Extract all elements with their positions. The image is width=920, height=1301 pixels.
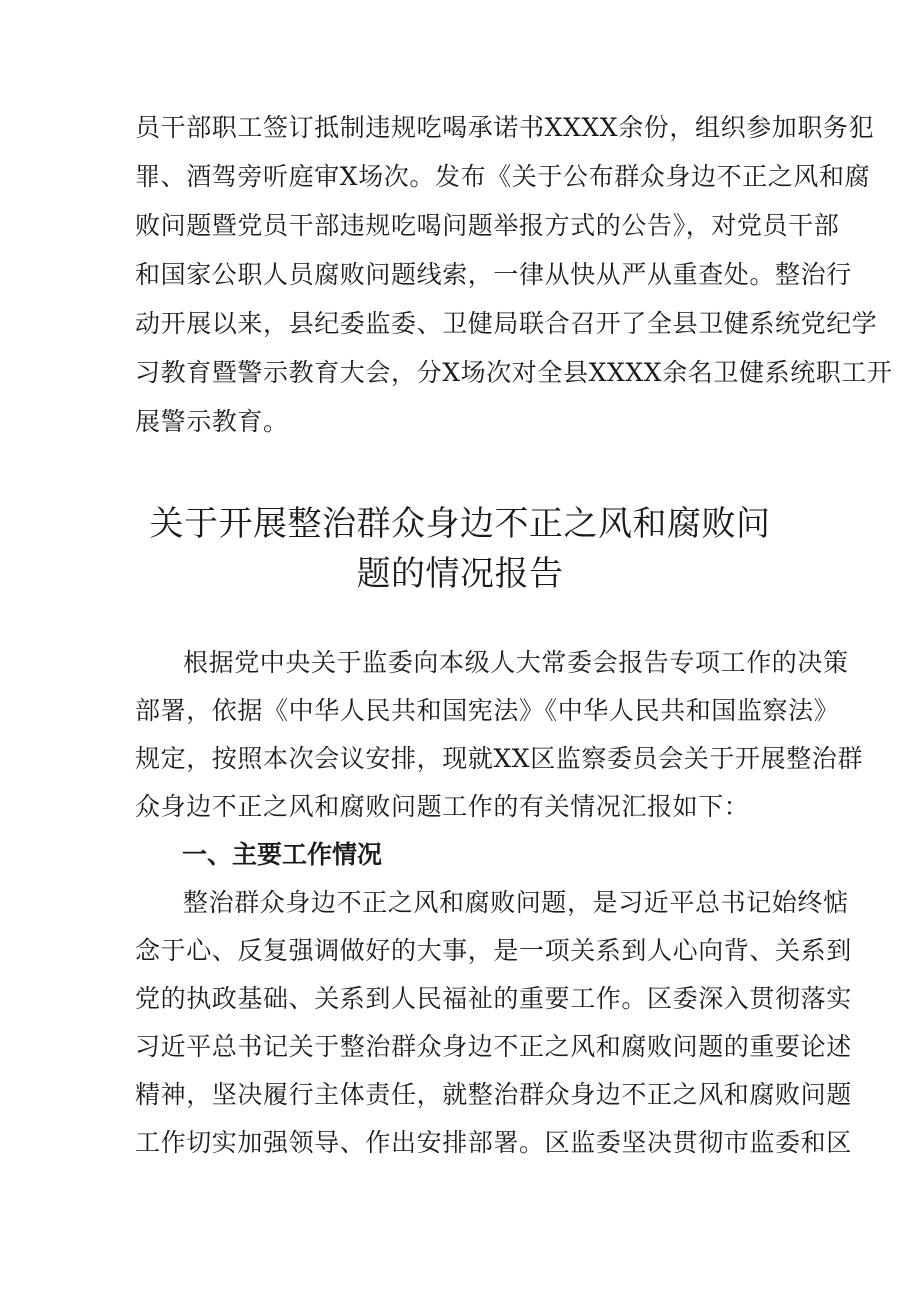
section-heading: 一、主要工作情况 bbox=[182, 840, 383, 869]
paragraph-line: 工作切实加强领导、作出安排部署。区监委坚决贯彻市监委和区 bbox=[135, 1128, 852, 1157]
paragraph-line: 和国家公职人员腐败问题线索，一律从快从严从重查处。整治行 bbox=[135, 260, 852, 289]
paragraph-line: 败问题暨党员干部违规吃喝问题举报方式的公告》，对党员干部 bbox=[135, 211, 840, 240]
paragraph-line: 根据党中央关于监委向本级人大常委会报告专项工作的决策 bbox=[183, 648, 849, 677]
report-title-line: 关于开展整治群众身边不正之风和腐败问 bbox=[149, 504, 771, 544]
paragraph-line: 整治群众身边不正之风和腐败问题，是习近平总书记始终惦 bbox=[183, 888, 849, 917]
paragraph-line: 众身边不正之风和腐败问题工作的有关情况汇报如下： bbox=[135, 792, 750, 821]
paragraph-line: 员干部职工签订抵制违规吃喝承诺书XXXX余份，组织参加职务犯 bbox=[135, 113, 875, 142]
report-title-line: 题的情况报告 bbox=[356, 554, 564, 594]
paragraph-line: 习近平总书记关于整治群众身边不正之风和腐败问题的重要论述 bbox=[135, 1032, 852, 1061]
paragraph-line: 部署，依据《中华人民共和国宪法》《中华人民共和国监察法》 bbox=[135, 696, 840, 725]
paragraph-line: 展警示教育。 bbox=[135, 407, 289, 436]
paragraph-line: 罪、酒驾旁听庭审X场次。发布《关于公布群众身边不正之风和腐 bbox=[135, 162, 871, 191]
paragraph-line: 党的执政基础、关系到人民福祉的重要工作。区委深入贯彻落实 bbox=[135, 984, 852, 1013]
paragraph-line: 精神，坚决履行主体责任，就整治群众身边不正之风和腐败问题 bbox=[135, 1080, 852, 1109]
paragraph-line: 规定，按照本次会议安排，现就XX区监察委员会关于开展整治群 bbox=[135, 744, 863, 773]
paragraph-line: 习教育暨警示教育大会，分X场次对全县XXXX余名卫健系统职工开 bbox=[135, 358, 893, 387]
paragraph-line: 念于心、反复强调做好的大事，是一项关系到人心向背、关系到 bbox=[135, 936, 852, 965]
paragraph-line: 动开展以来，县纪委监委、卫健局联合召开了全县卫健系统党纪学 bbox=[135, 309, 878, 338]
